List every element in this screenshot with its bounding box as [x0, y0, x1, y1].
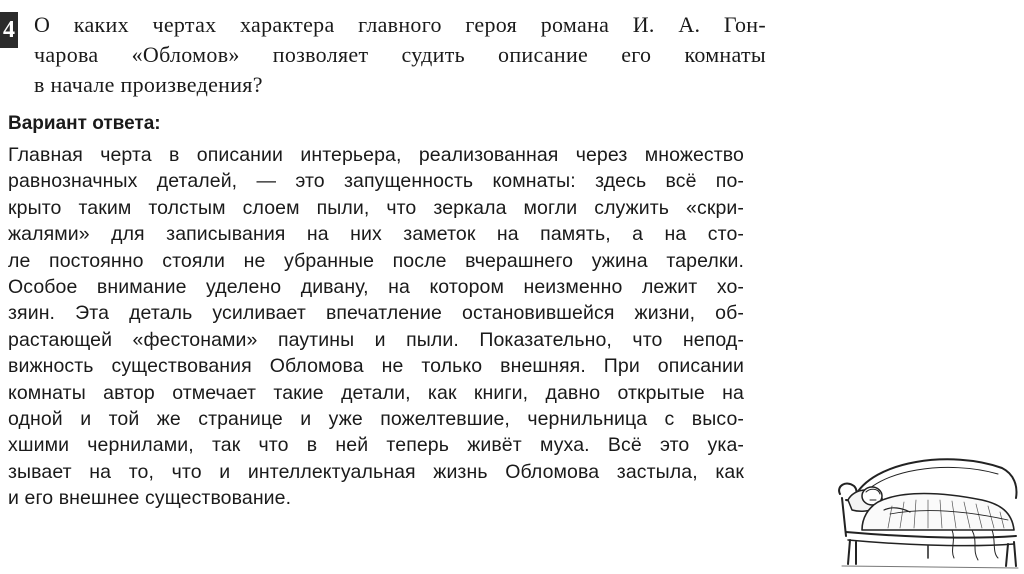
- question-line: чарова «Обломов» позволяет судить описание его комнаты: [34, 42, 766, 67]
- answer-line: вижность существования Обломова не только внешняя. При описании: [8, 355, 744, 378]
- answer-line: равнозначных деталей, — это запущенность комнаты: здесь всё по-: [8, 170, 744, 193]
- answer-line: жалями» для записывания на них заметок на память, а на сто-: [8, 223, 744, 246]
- answer-line: растающей «фестонами» паутины и пыли. Показательно, что непод-: [8, 328, 744, 351]
- sleeping-man-on-sofa-sketch-icon: [832, 440, 1022, 570]
- answer-line: одной и той же странице и уже пожелтевшие, чернильница с высо-: [8, 408, 744, 431]
- answer-line: зывает на то, что и интеллектуальная жизнь Обломова застыла, как: [8, 460, 744, 483]
- answer-line: Главная черта в описании интерьера, реализованная через множество: [8, 144, 744, 166]
- answer-line: ле постоянно стояли не убранные после вчерашнего ужина тарелки.: [8, 249, 744, 272]
- answer-text: [8, 142, 744, 512]
- question-text: [34, 10, 766, 100]
- answer-line: хшими чернилами, так что в ней теперь живёт муха. Всё это ука-: [8, 434, 744, 457]
- answer-line: Особое внимание уделено дивану, на котором неизменно лежит хо-: [8, 276, 744, 299]
- question-line: в начале произведения?: [34, 72, 263, 97]
- answer-line: комнаты автор отмечает такие детали, как книги, давно открытые на: [8, 381, 744, 404]
- answer-line: зяин. Эта деталь усиливает впечатление остановившейся жизни, об-: [8, 302, 744, 325]
- answer-line: и его внешнее существование.: [8, 487, 292, 510]
- question-number-badge: 4: [0, 12, 18, 48]
- question-line: О каких чертах характера главного героя романа И. А. Гон-: [34, 12, 766, 37]
- answer-heading: Вариант ответа:: [8, 113, 161, 134]
- answer-line: крыто таким толстым слоем пыли, что зеркала могли служить «скри-: [8, 196, 744, 219]
